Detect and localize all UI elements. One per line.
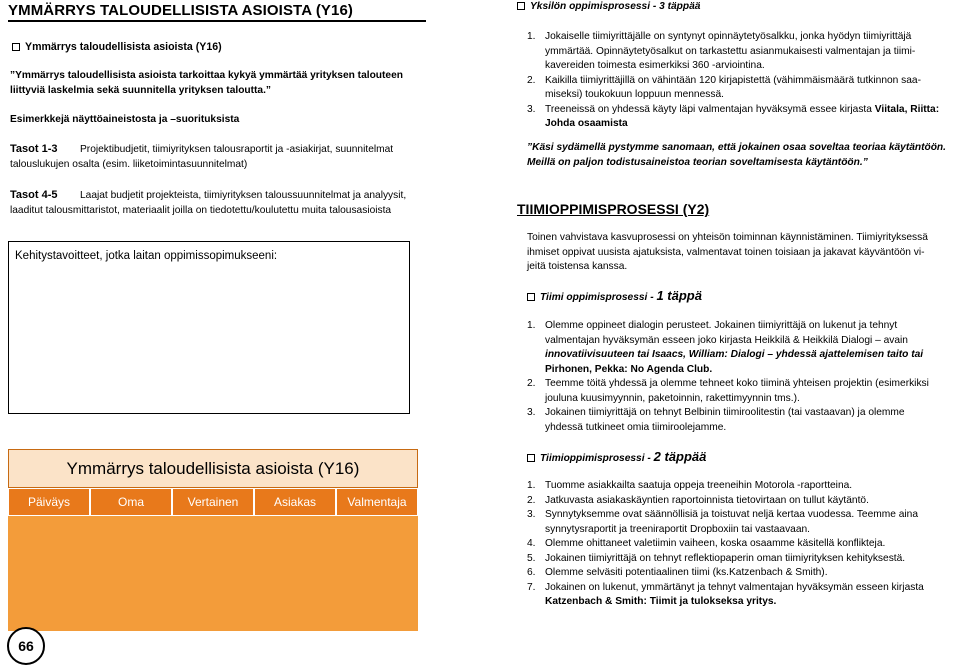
- column-header: Vertainen: [172, 488, 254, 516]
- levels-4-5: Tasot 4-5 Laajat budjetit projekteista, tiimiyrityksen taloussuunnitelmat ja analyysit, laaditut talousmittaristot, materiaalit joilla on tiedotettu/koulutettu muita talousasioista: [10, 189, 407, 216]
- team-process-1-heading: Tiimi oppimisprosessi - 1 täppä: [527, 289, 702, 306]
- list-item: synnytysraportit ja treeniraportit Dropboxiin tai vastaavaan.: [545, 523, 811, 535]
- list-item: Katzenbach & Smith: Tiimit ja tulokseksa yritys.: [545, 596, 777, 607]
- list-item: 2. Teemme töitä yhdessä ja olemme tehneet koko tiiminä yhteisen projektin (esimerkiksi jouluna kuusimyynnin, paketoinnin, rakettimyynnin tms.).: [527, 378, 929, 404]
- list-item: 4. Olemme ohittaneet valetiimin vaiheen, koska osaamme käsitellä konflikteja.: [527, 538, 886, 549]
- development-goals-box[interactable]: [8, 241, 410, 414]
- list-item: 3. Synnytyksemme ovat säännöllisiä ja toistuvat neljä kertaa vuodessa. Teemme aina: [527, 509, 918, 520]
- checkbox-icon: [527, 454, 535, 462]
- team-process-2-list: [527, 479, 959, 610]
- individual-process-list: [527, 30, 957, 132]
- list-item: 7. Jokainen on lukenut, ymmärtänyt ja tehnyt valmentajan hyväksymän esseen kirjasta: [527, 581, 924, 593]
- team-learning-intro: Toinen vahvistava kasvuprosessi on yhteisön toiminnan käynnistäminen. Tiimiyrityksessä ihmiset oppivat uusista ajatuksista, valmentavat toinen toisiaan ja jakavat käyväntöön vi- jeitä toistensa kanssa.: [527, 232, 928, 272]
- list-item: 2. Kaikilla tiimiyrittäjillä on vähintään 120 kirjapistettä (vähimmäismäärä tutkinnon saa- miseksi) toukokuun loppuun mennessä.: [527, 74, 921, 100]
- checkbox-icon: [12, 43, 20, 51]
- column-header: Valmentaja: [336, 488, 418, 516]
- assessment-table-header: [8, 488, 418, 516]
- checkbox-icon: [527, 293, 535, 301]
- column-header: Asiakas: [254, 488, 336, 516]
- list-item: 1. Olemme oppineet dialogin perusteet. Jokainen tiimiyrittäjä on lukenut ja tehnyt valmentajan hyväksymän esseen joko kirjasta Heikkilä & Heikkilä Dialogi – avain innovatiivisuuteen tai Isaacs, William: Dialogi – yhdessä ajattelemisen taito tai Pirhonen, Pekka: No Agenda Club.: [527, 320, 924, 375]
- assessment-table: [8, 449, 418, 631]
- assessment-table-title: Ymmärrys taloudellisista asioista (Y16): [8, 449, 418, 488]
- title-underline: [8, 20, 426, 22]
- list-item: 3. Treeneissä on yhdessä käyty läpi valmentajan hyväksymä essee kirjasta Viitala, Riitta: Johda osaamista: [527, 103, 940, 129]
- section-heading: Ymmärrys taloudellisista asioista (Y16): [12, 40, 222, 55]
- levels-1-3: Tasot 1-3 Projektibudjetit, tiimiyrityksen talousraportit ja -asiakirjat, suunnitelmat talouslukujen osalta (esim. liiketoimintasuunnitelmat): [10, 143, 394, 170]
- column-header: Päiväys: [8, 488, 90, 516]
- list-item: 1. Jokaiselle tiimiyrittäjälle on syntynyt opinnäytetyösalkku, jonka hyödyn tiimiyrittäjä ymmärtää. Opinnäytetyösalkut on tarkastettu asianmukaisesti valmentajan ja tiimi- kavereiden toimesta esimerkiksi 360 -arviointina.: [527, 31, 916, 71]
- individual-process-heading: Yksilön oppimisprosessi - 3 täppää: [517, 0, 700, 15]
- column-header: Oma: [90, 488, 172, 516]
- team-learning-title: TIIMIOPPIMISPROSESSI (Y2): [517, 201, 710, 217]
- team-process-2-heading: Tiimioppimisprosessi - 2 täppää: [527, 450, 706, 467]
- examples-heading: Esimerkkejä näyttöaineistosta ja –suorituksista: [10, 114, 240, 125]
- list-item: 1. Tuomme asiakkailta saatuja oppeja treeneihin Motorola -raportteina.: [527, 480, 853, 491]
- page-number: 66: [7, 627, 45, 665]
- checkbox-icon: [517, 2, 525, 10]
- team-process-1-list: [527, 319, 959, 435]
- results-quote: ”Käsi sydämellä pystymme sanomaan, että jokainen osaa soveltaa teoriaa käytäntöön. Meillä on paljon todistusaineistoa teorian soveltamisesta käytäntöön.”: [527, 142, 946, 168]
- development-goals-label: Kehitystavoitteet, jotka laitan oppimissopimukseeni:: [15, 250, 278, 262]
- page-title: YMMÄRRYS TALOUDELLISISTA ASIOISTA (Y16): [8, 2, 354, 19]
- list-item: 5. Jokainen tiimiyrittäjä on tehnyt reflektiopaperin oman tiimiyrityksen kehityksestä.: [527, 552, 906, 564]
- list-item: 3. Jokainen tiimiyrittäjä on tehnyt Belbinin tiimiroolitestin (tai vastaavan) ja olemme yhdessä tutkineet omia tiimiroolejamme.: [527, 407, 905, 433]
- list-item: 6. Olemme selväsiti potentiaalinen tiimi (ks.Katzenbach & Smith).: [527, 567, 828, 578]
- list-item: 2. Jatkuvasta asiakaskäyntien raportoinnista tietovirtaan on tullut käytäntö.: [527, 494, 869, 506]
- definition-quote: ”Ymmärrys taloudellisista asioista tarkoittaa kykyä ymmärtää yrityksen talouteen liittyviä laskelmia sekä suunnitella yrityksen taloutta.”: [10, 70, 403, 96]
